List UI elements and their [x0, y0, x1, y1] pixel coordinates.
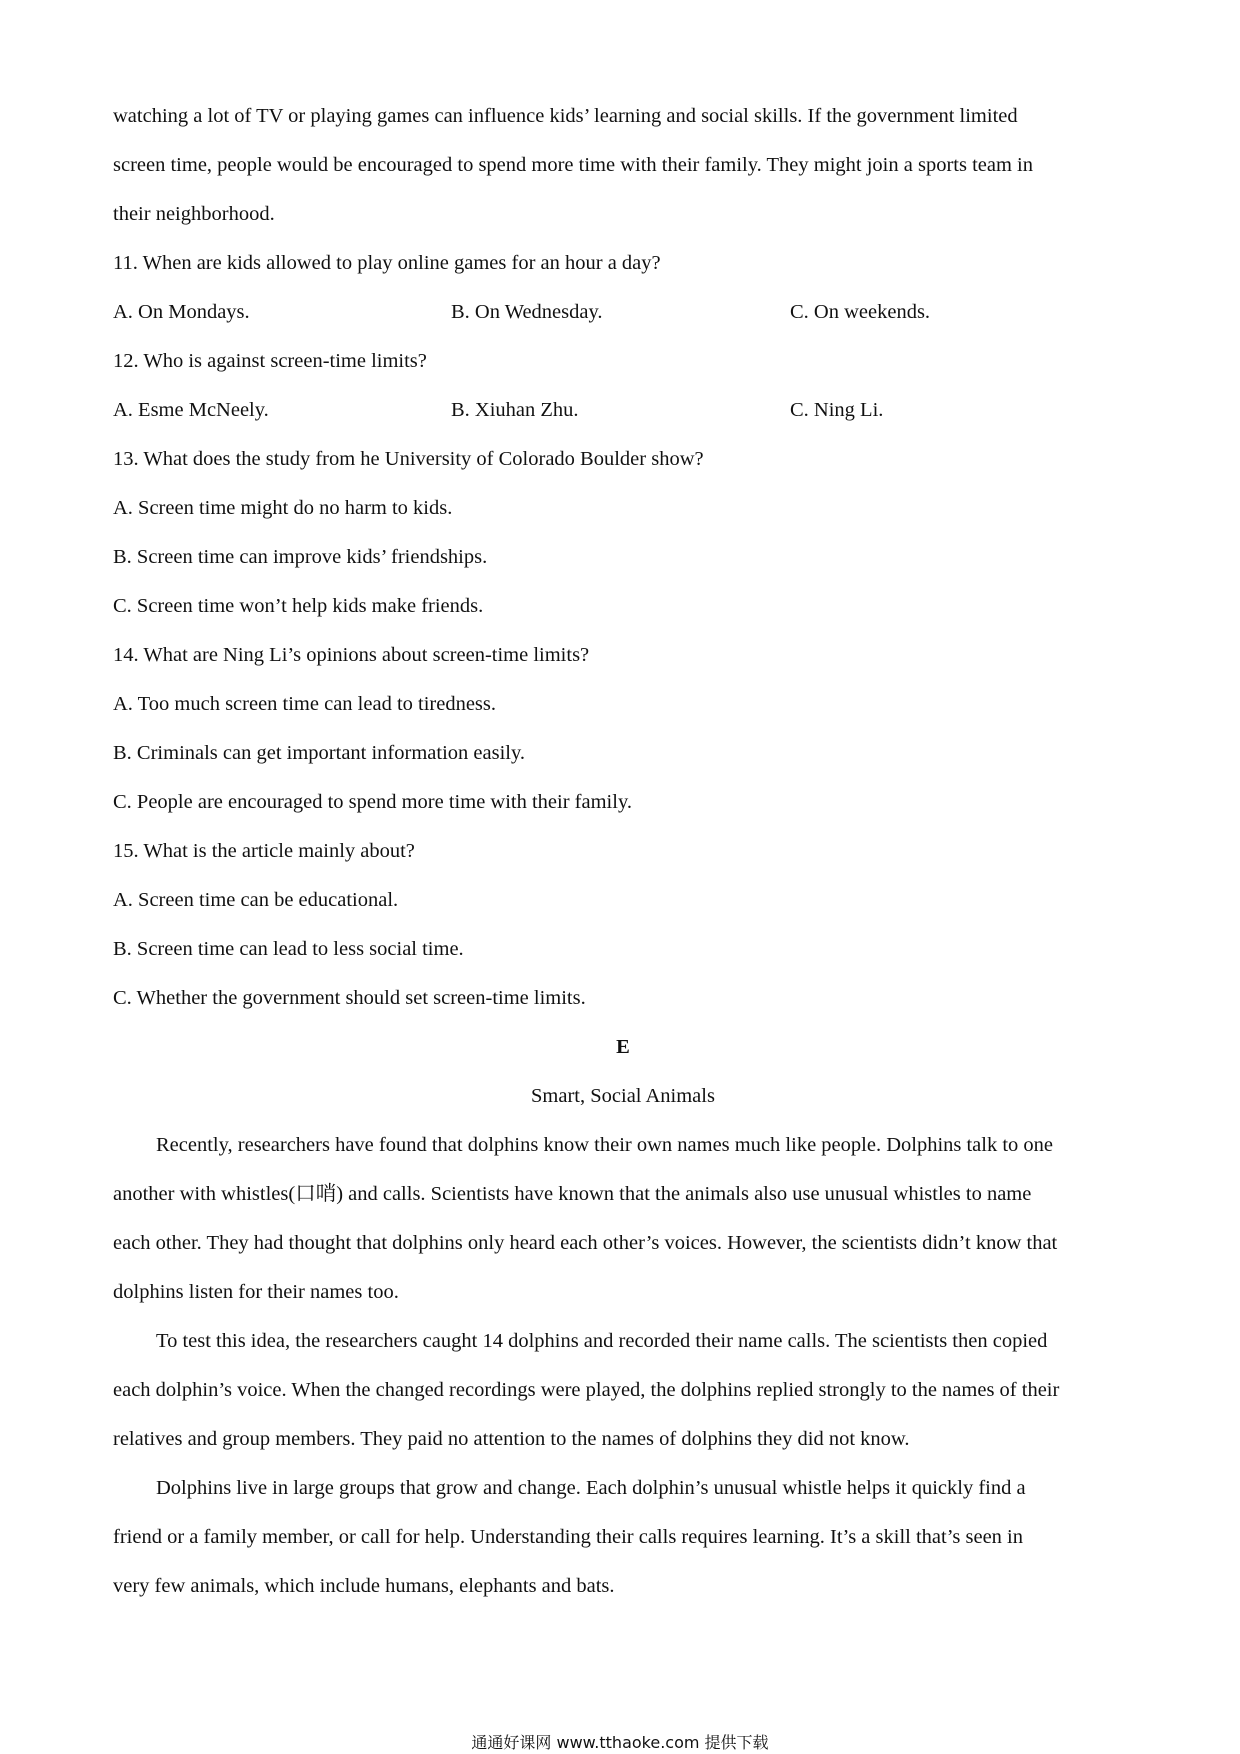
section-letter: E — [616, 1036, 630, 1058]
section-paragraph-1 — [113, 1121, 1133, 1317]
option-b: B. Criminals can get important information easily. — [113, 742, 526, 764]
section-title: Smart, Social Animals — [531, 1085, 715, 1107]
option-c: C. Screen time won’t help kids make friends. — [113, 595, 484, 617]
option-b: B. On Wednesday. — [451, 301, 603, 323]
question-13 — [113, 435, 1133, 631]
page-footer: 通通好课网 www.tthaoke.com 提供下载 — [471, 1733, 769, 1752]
document-page — [113, 92, 1133, 1611]
text-line: their neighborhood. — [113, 203, 275, 225]
question-text: 15. What is the article mainly about? — [113, 840, 415, 862]
option-a: A. Screen time can be educational. — [113, 889, 399, 911]
text-line: each other. They had thought that dolphins only heard each other’s voices. However, the scientists didn’t know that — [113, 1232, 1058, 1254]
option-c: C. People are encouraged to spend more time with their family. — [113, 791, 632, 813]
intro-paragraph — [113, 92, 1133, 239]
option-a: A. Too much screen time can lead to tiredness. — [113, 693, 497, 715]
text-line: another with whistles(口哨) and calls. Scientists have known that the animals also use unusual whistles to name — [113, 1183, 1032, 1205]
text-line: friend or a family member, or call for help. Understanding their calls requires learning. It’s a skill that’s seen in — [113, 1526, 1024, 1548]
question-text: 13. What does the study from he University of Colorado Boulder show? — [113, 448, 704, 470]
text-line: each dolphin’s voice. When the changed recordings were played, the dolphins replied strongly to the names of their — [113, 1379, 1060, 1401]
option-a: A. Screen time might do no harm to kids. — [113, 497, 453, 519]
question-15 — [113, 827, 1133, 1023]
question-text: 12. Who is against screen-time limits? — [113, 350, 427, 372]
question-options — [113, 288, 1133, 337]
text-line: watching a lot of TV or playing games can influence kids’ learning and social skills. If the government limited — [113, 105, 1018, 127]
text-line: screen time, people would be encouraged to spend more time with their family. They might join a sports team in — [113, 154, 1033, 176]
option-b: B. Screen time can lead to less social time. — [113, 938, 464, 960]
option-b: B. Xiuhan Zhu. — [451, 399, 579, 421]
text-line: relatives and group members. They paid no attention to the names of dolphins they did not know. — [113, 1428, 910, 1450]
question-text: 14. What are Ning Li’s opinions about screen-time limits? — [113, 644, 590, 666]
text-line: dolphins listen for their names too. — [113, 1281, 399, 1303]
option-c: C. Whether the government should set screen-time limits. — [113, 987, 586, 1009]
question-text: 11. When are kids allowed to play online games for an hour a day? — [113, 252, 661, 274]
option-c: C. Ning Li. — [790, 399, 884, 421]
text-line: Dolphins live in large groups that grow and change. Each dolphin’s unusual whistle helps it quickly find a — [156, 1477, 1026, 1499]
question-14 — [113, 631, 1133, 827]
text-line: very few animals, which include humans, elephants and bats. — [113, 1575, 615, 1597]
question-11 — [113, 239, 1133, 337]
option-c: C. On weekends. — [790, 301, 931, 323]
text-line: Recently, researchers have found that dolphins know their own names much like people. Dolphins talk to one — [156, 1134, 1054, 1156]
section-paragraph-3 — [113, 1464, 1133, 1611]
question-12 — [113, 337, 1133, 435]
question-options — [113, 386, 1133, 435]
option-a: A. On Mondays. — [113, 301, 250, 323]
option-b: B. Screen time can improve kids’ friendships. — [113, 546, 488, 568]
text-line: To test this idea, the researchers caught 14 dolphins and recorded their name calls. The scientists then copied — [156, 1330, 1048, 1352]
section-paragraph-2 — [113, 1317, 1133, 1464]
option-a: A. Esme McNeely. — [113, 399, 269, 421]
